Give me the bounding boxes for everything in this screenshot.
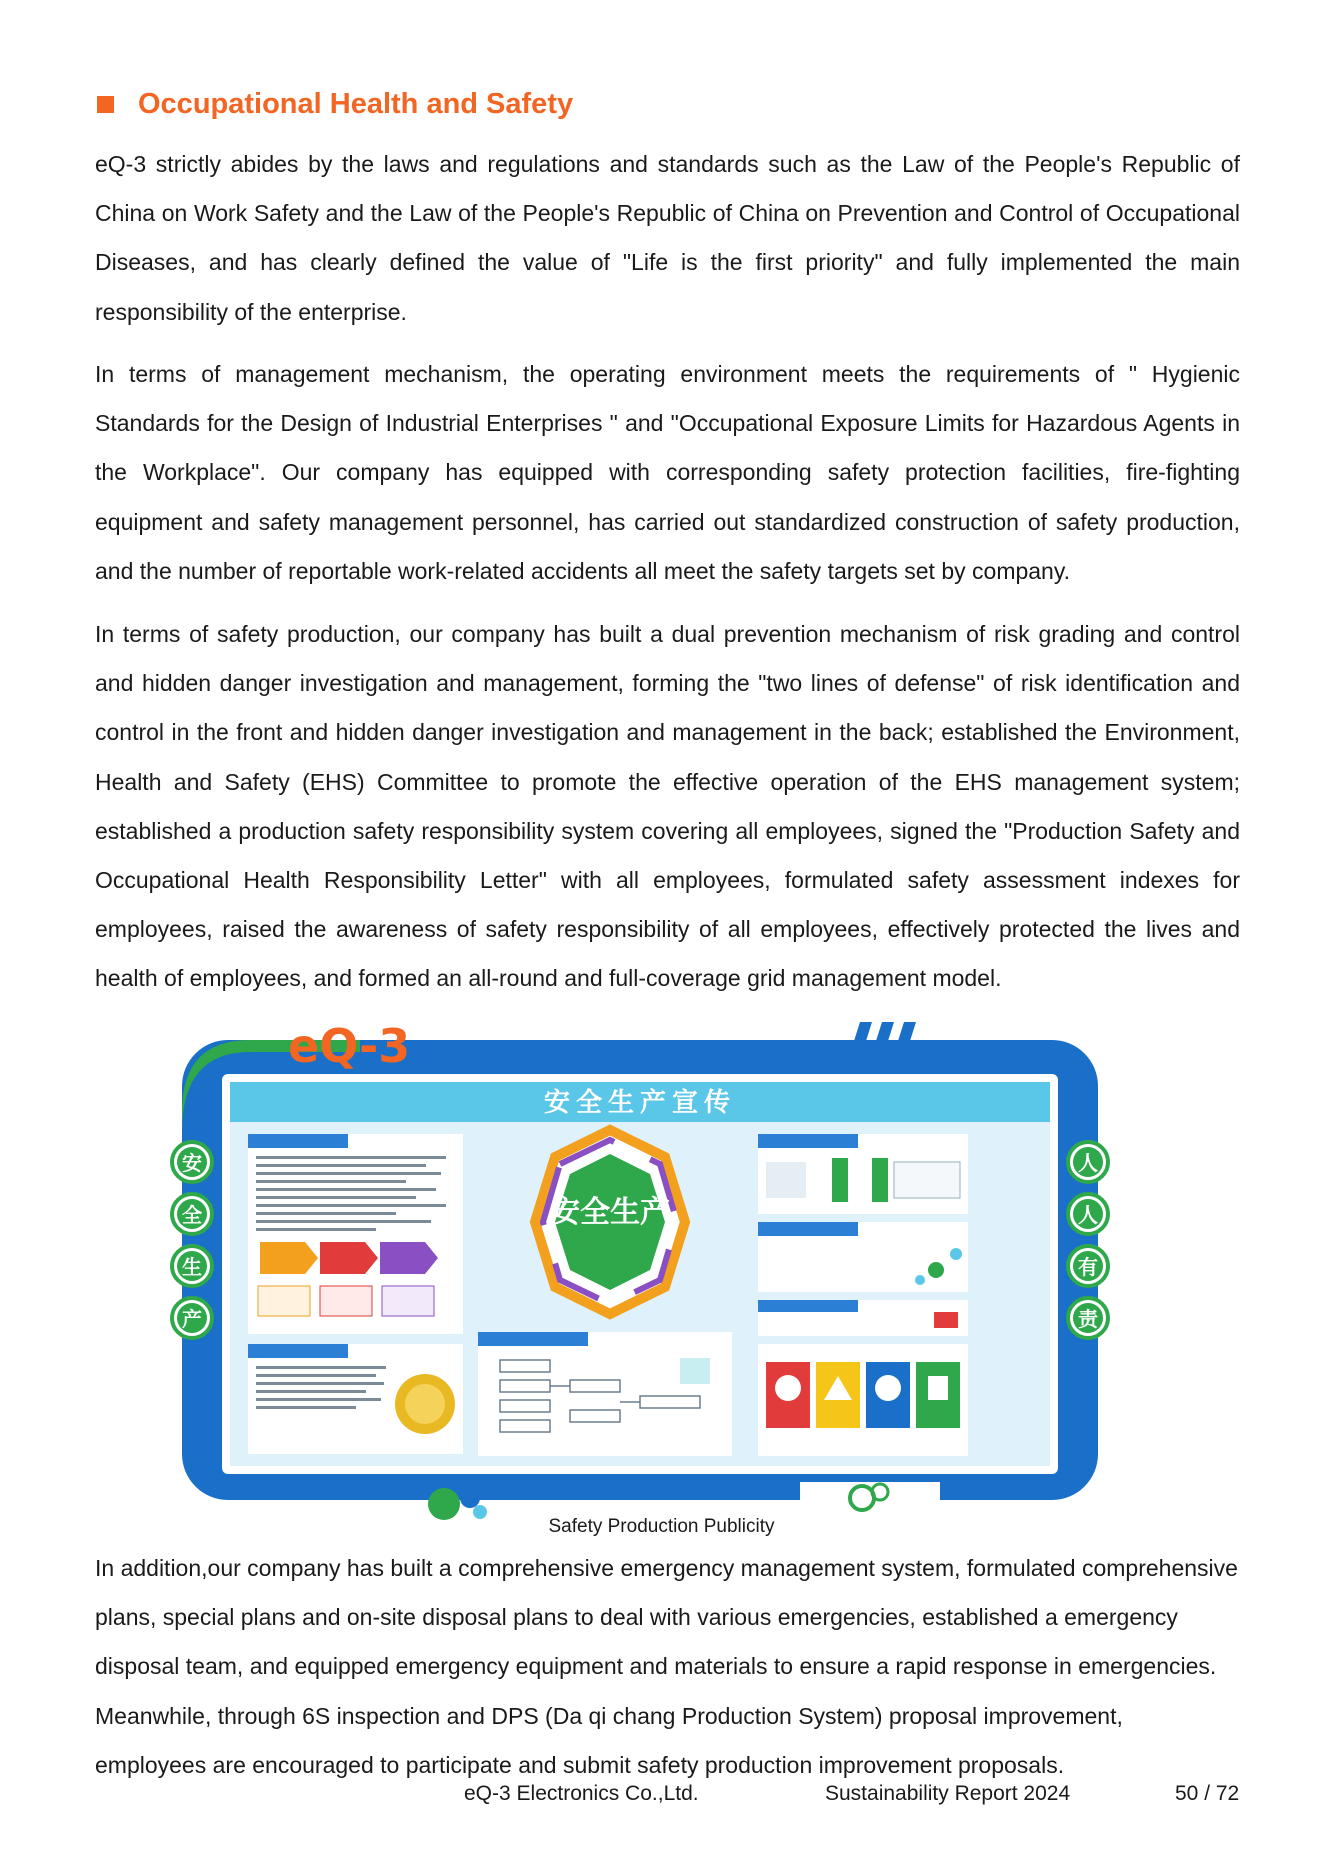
footer-report-title: Sustainability Report 2024 — [825, 1782, 1071, 1805]
figure-caption: Safety Production Publicity — [548, 1516, 775, 1537]
svg-text:人: 人 — [1078, 1203, 1098, 1227]
svg-text:有: 有 — [1078, 1255, 1098, 1279]
square-bullet-icon — [97, 96, 114, 113]
footer-page-number: 50 / 72 — [1175, 1782, 1240, 1805]
center-hexagon-label: 安全生产 — [550, 1195, 670, 1230]
paragraph-management-mechanism: In terms of management mechanism, the operating environment meets the requirements of " Hygienic Standards for the Design of Industrial Enterprises " and "Occupational Exposure Limits for Hazardous Agents in the Workplace". Our company has equipped with corresponding safety protection facilities, fire-fighting equipment and safety management personnel, has carried out standardized construction of safety production, and the number of reportable work-related accidents all meet the safety targets set by company. — [95, 361, 1240, 584]
section-heading — [97, 88, 573, 121]
footer-company: eQ-3 Electronics Co.,Ltd. — [464, 1782, 699, 1805]
paragraph-safety-production: In terms of safety production, our company has built a dual prevention mechanism of risk grading and control and hidden danger investigation and management, forming the "two lines of defense" of risk identification and control in the front and hidden danger investigation and management in the back; established the Environment, Health and Safety (EHS) Committee to promote the effective operation of the EHS management system; established a production safety responsibility system covering all employees, signed the "Production Safety and Occupational Health Responsibility Letter" with all employees, formulated safety assessment indexes for employees, raised the awareness of safety responsibility of all employees, effectively protected the lives and health of employees, and formed an all-round and full-coverage grid management model. — [95, 621, 1240, 992]
board-banner-title: 安全生产宣传 — [543, 1088, 737, 1118]
paragraph-laws: eQ-3 strictly abides by the laws and regulations and standards such as the Law of the People's Republic of China on Work Safety and the Law of the People's Republic of China on Prevention and Control of Occupational Diseases, and has clearly defined the value of "Life is the first priority" and fully implemented the main responsibility of the enterprise. — [95, 151, 1240, 325]
board-logo: eQ-3 — [288, 1019, 411, 1073]
section-title: Occupational Health and Safety — [138, 88, 574, 120]
svg-text:生: 生 — [182, 1255, 202, 1279]
safety-publicity-board-image — [160, 1012, 1120, 1520]
svg-text:安: 安 — [182, 1151, 202, 1175]
paragraph-emergency-management: In addition,our company has built a comprehensive emergency management system, formulated comprehensive plans, special plans and on-site disposal plans to deal with various emergencies, established a emergency disposal team, and equipped emergency equipment and materials to ensure a rapid response in emergencies. Meanwhile, through 6S inspection and DPS (Da qi chang Production System) proposal improvement, employees are encouraged to participate and submit safety production improvement proposals. — [95, 1555, 1238, 1778]
svg-text:全: 全 — [182, 1203, 202, 1227]
svg-text:产: 产 — [182, 1307, 202, 1331]
svg-text:人: 人 — [1078, 1151, 1098, 1175]
svg-text:责: 责 — [1078, 1307, 1098, 1331]
